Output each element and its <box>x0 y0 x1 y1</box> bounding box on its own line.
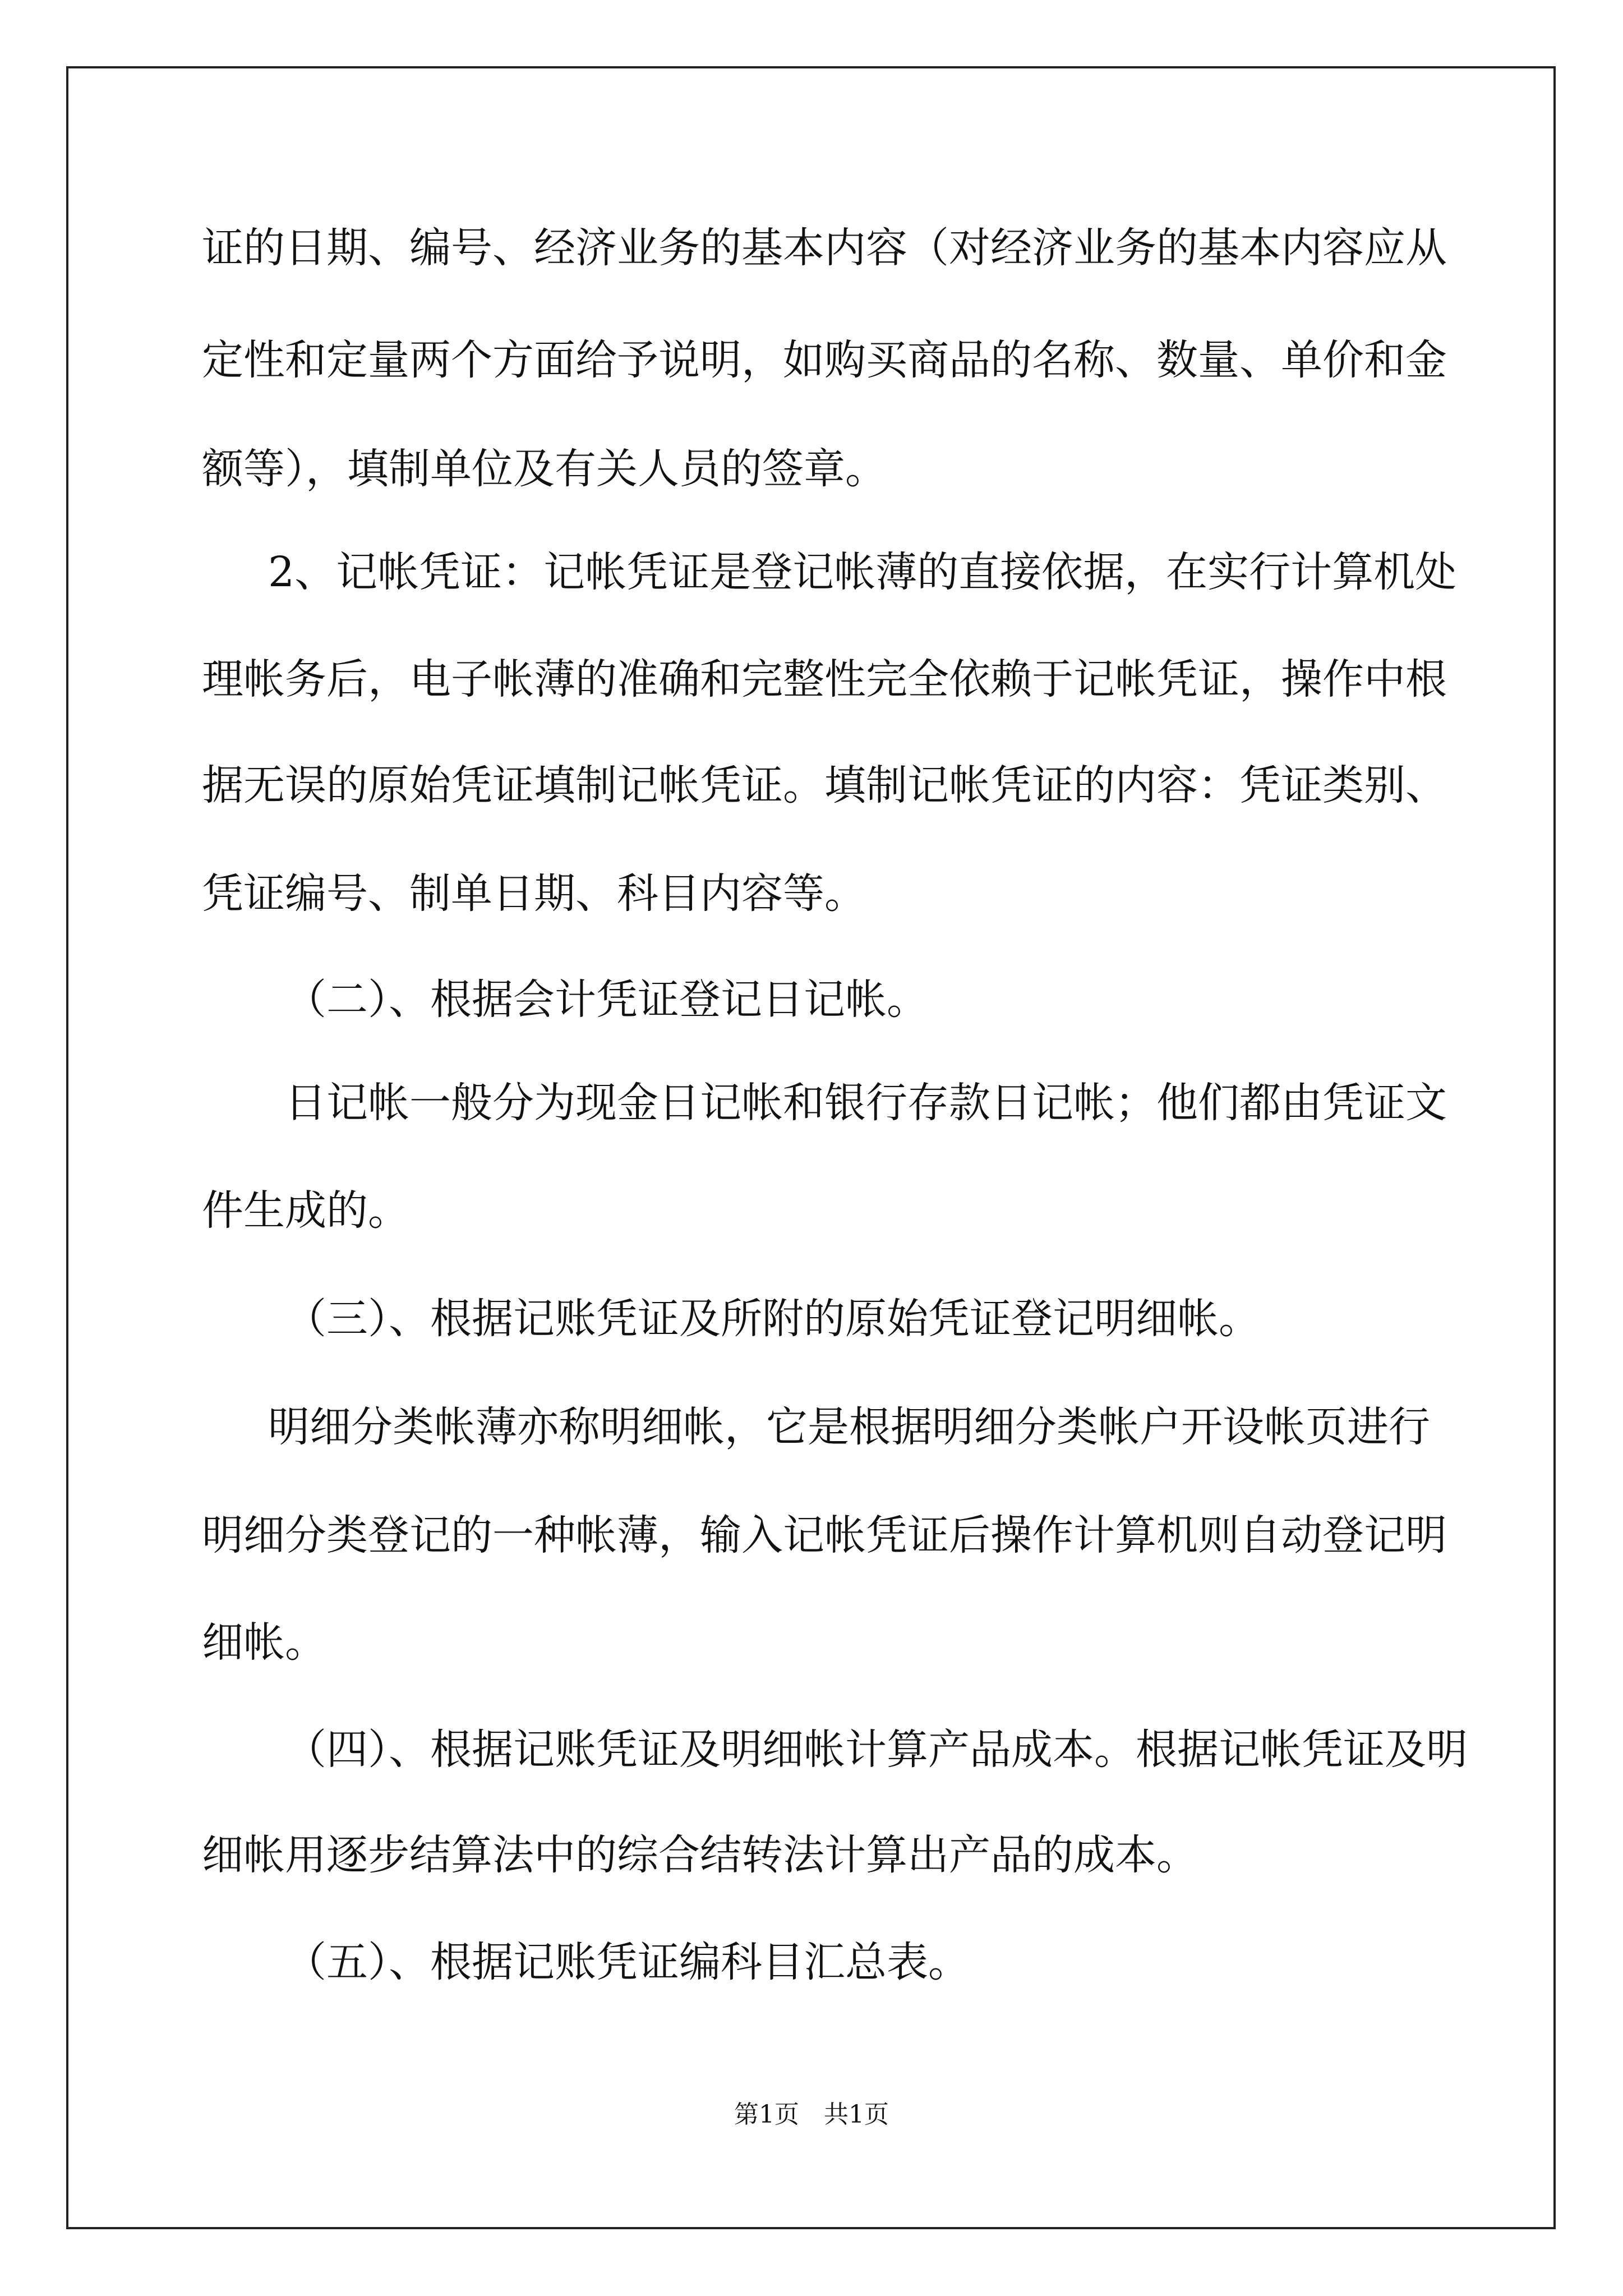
body-text-line: 定性和定量两个方面给予说明，如购买商品的名称、数量、单价和金 <box>202 336 1447 384</box>
body-text-line: 2、记帐凭证：记帐凭证是登记帐薄的直接依据，在实行计算机处 <box>268 548 1457 596</box>
body-text-line: 凭证编号、制单日期、科目内容等。 <box>202 869 866 918</box>
section-heading: （二）、根据会计凭证登记日记帐。 <box>285 976 928 1024</box>
body-text-line: 细帐。 <box>202 1618 326 1667</box>
body-text-line: 件生成的。 <box>202 1186 409 1235</box>
section-heading: （三）、根据记账凭证及所附的原始凭证登记明细帐。 <box>285 1295 1260 1343</box>
section-heading: （五）、根据记账凭证编科目汇总表。 <box>285 1938 970 1986</box>
page-border <box>66 66 1556 2229</box>
body-text-line: 日记帐一般分为现金日记帐和银行存款日记帐；他们都由凭证文 <box>285 1079 1447 1127</box>
body-text-line: 额等），填制单位及有关人员的签章。 <box>202 445 887 493</box>
section-heading: （四）、根据记账凭证及明细帐计算产品成本。根据记帐凭证及明 <box>285 1726 1468 1774</box>
body-text-line: 明细分类帐薄亦称明细帐，它是根据明细分类帐户开设帐页进行 <box>268 1403 1430 1451</box>
body-text-line: 据无误的原始凭证填制记帐凭证。填制记帐凭证的内容：凭证类别、 <box>202 761 1447 809</box>
body-text-line: 理帐务后，电子帐薄的准确和完整性完全依赖于记帐凭证，操作中根 <box>202 655 1447 703</box>
body-text-line: 明细分类登记的一种帐薄，输入记帐凭证后操作计算机则自动登记明 <box>202 1511 1447 1559</box>
page-number-footer: 第1页 共1页 <box>734 2100 889 2129</box>
body-text-line: 证的日期、编号、经济业务的基本内容（对经济业务的基本内容应从 <box>202 224 1447 272</box>
body-text-line: 细帐用逐步结算法中的综合结转法计算出产品的成本。 <box>202 1831 1198 1879</box>
